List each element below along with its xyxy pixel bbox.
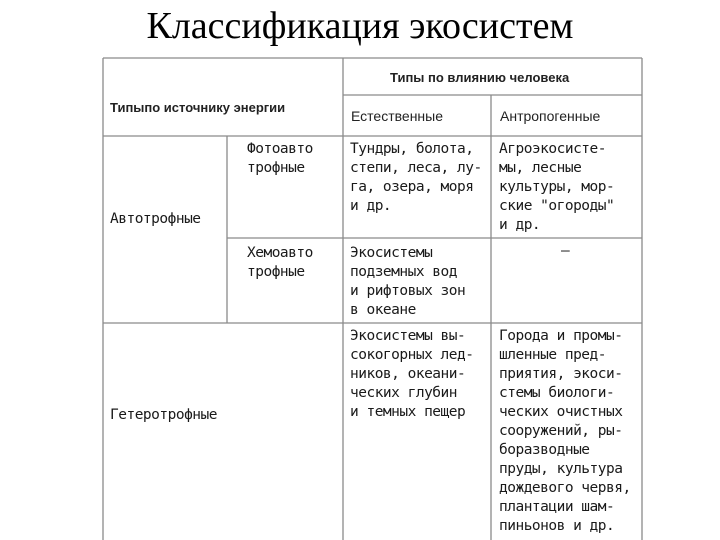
row-autotrophic: Автотрофные	[110, 211, 201, 227]
chemo-natural-cell: Экосистемы подземных вод и рифтовых зон в океане	[350, 245, 466, 318]
row-heterotrophic: Гетеротрофные	[110, 407, 217, 423]
chemo-anthropogenic-cell: –	[561, 243, 570, 259]
column-natural: Естественные	[351, 108, 444, 124]
hetero-anthropogenic-cell: Города и промы- шленные пред- приятия, экоси- стемы биологи- ческих очистных сооружений, ры- боразводные пруды, культура дождевого червя, плантации шам- пиньонов и др.	[499, 328, 631, 534]
photo-natural-cell: Тундры, болота, степи, леса, лу- га, озера, моря и др.	[350, 141, 482, 214]
header-human-influence: Типы по влиянию человека	[390, 70, 570, 85]
hetero-natural-cell: Экосистемы вы- сокогорных лед- ников, океани- ческих глубин и темных пещер	[350, 328, 474, 420]
slide-title: Классификация экосистем	[146, 5, 574, 47]
photo-anthropogenic-cell: Агроэкосисте- мы, лесные культуры, мор- ские "огороды" и др.	[499, 141, 615, 233]
row-photoautotrophic: Фотоавто трофные	[247, 141, 313, 176]
column-anthropogenic: Антропогенные	[500, 108, 601, 124]
header-energy-source: Типыпо источнику энергии	[110, 100, 286, 115]
row-chemoautotrophic: Хемоавто трофные	[247, 245, 313, 280]
